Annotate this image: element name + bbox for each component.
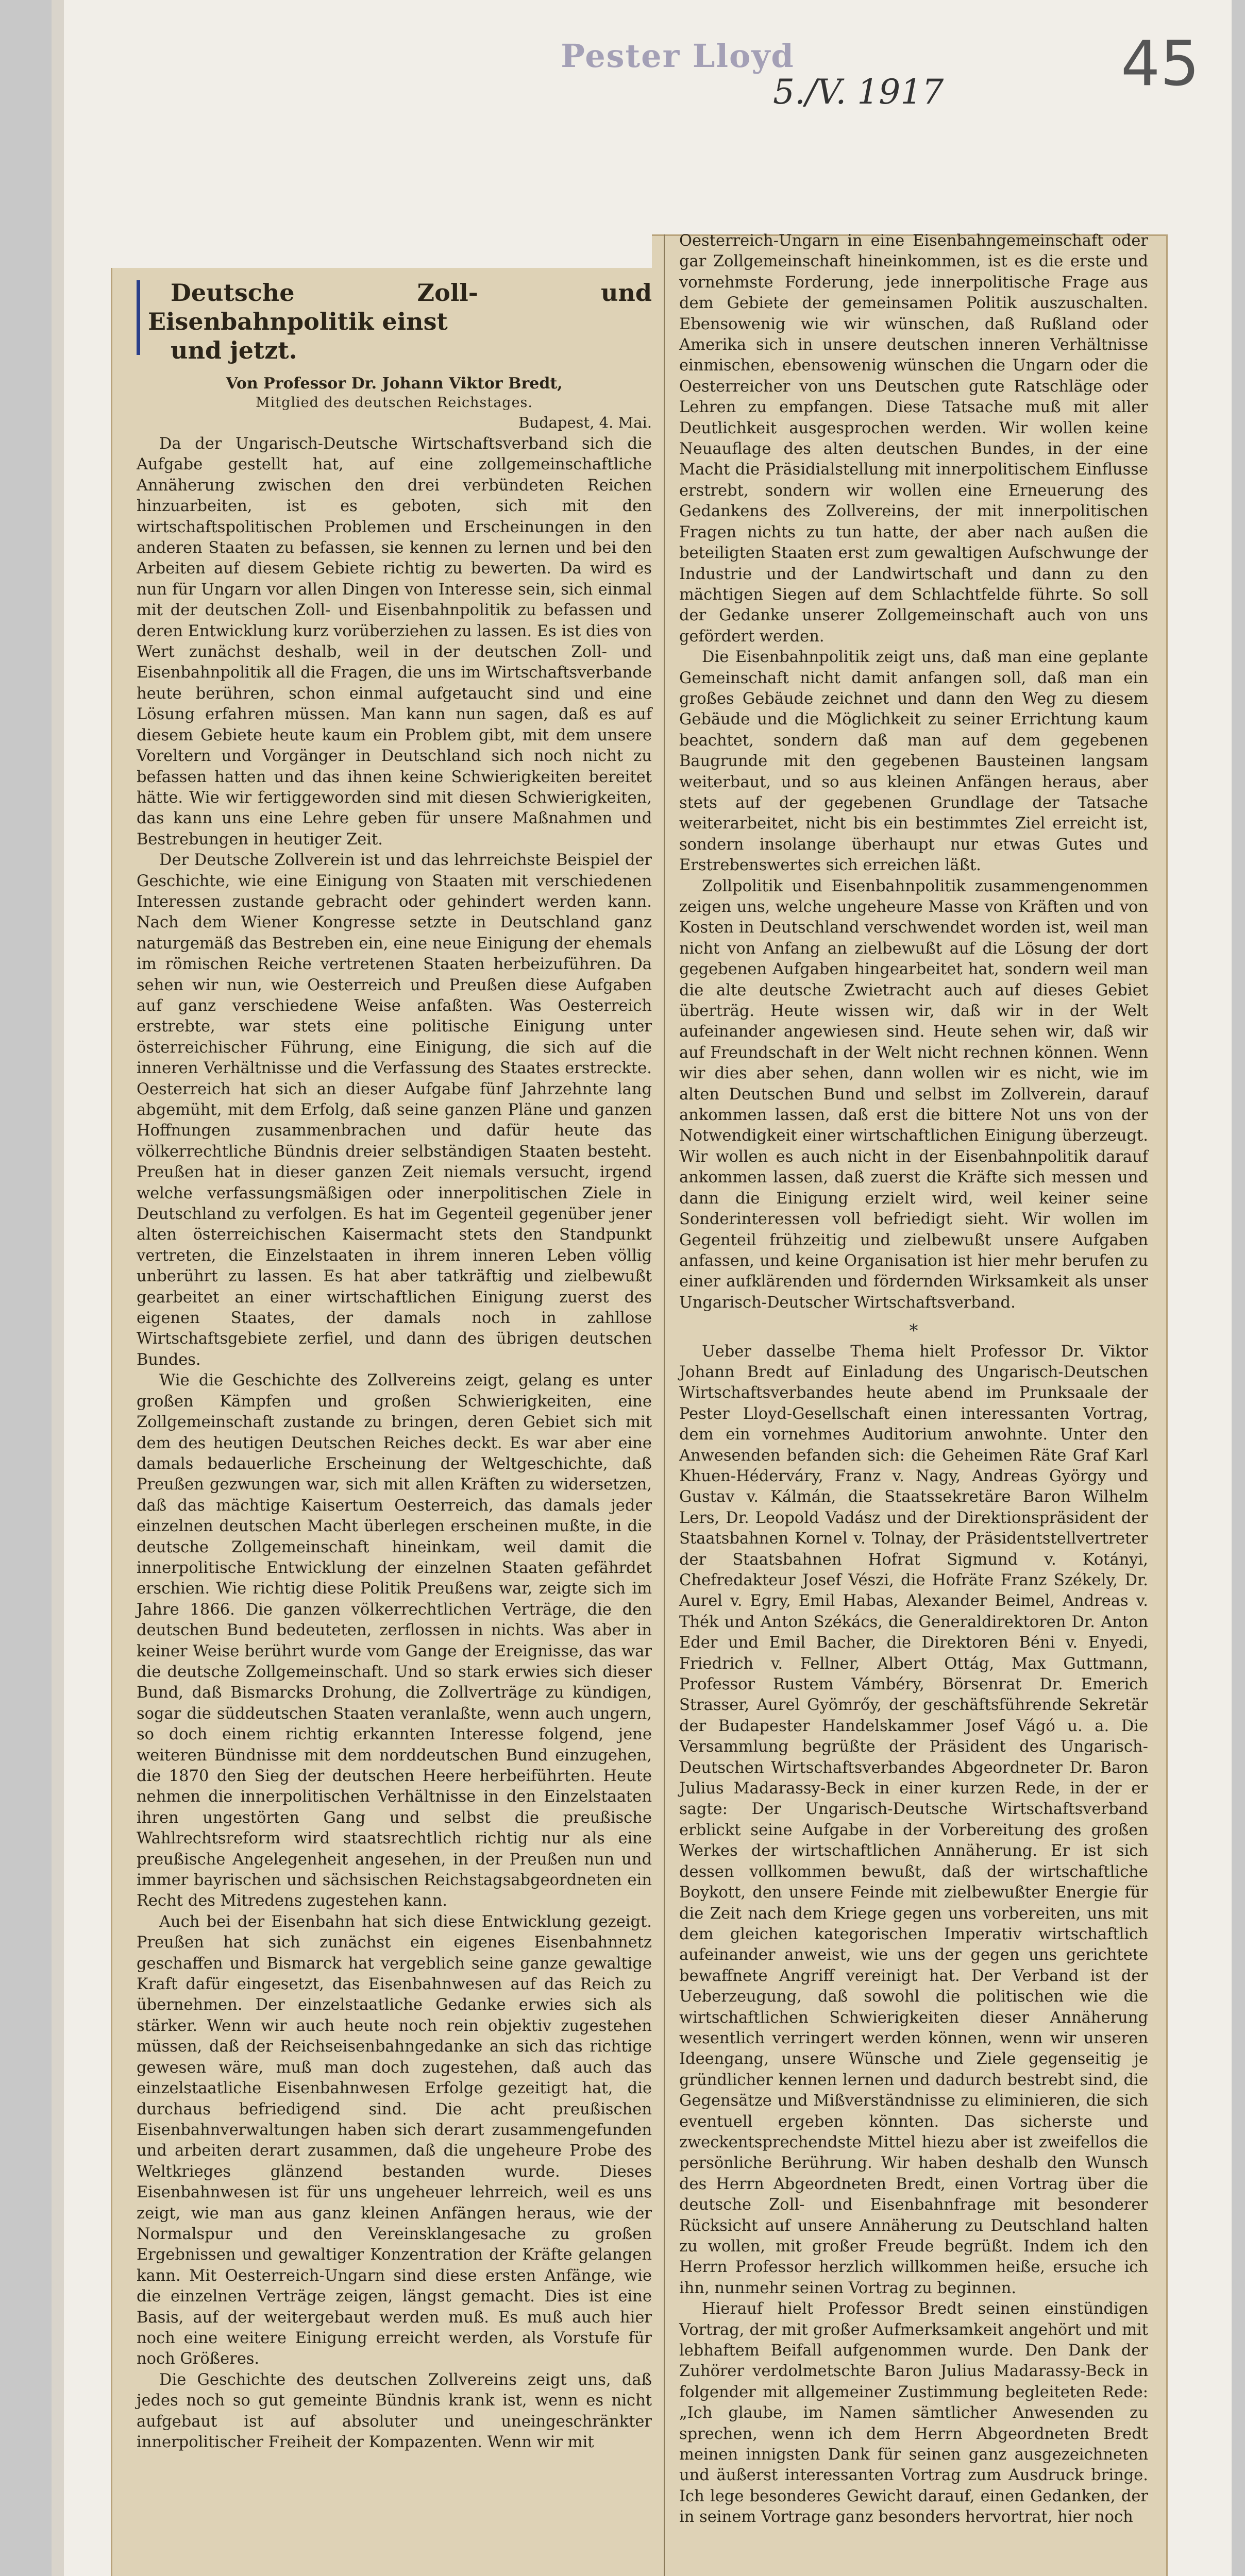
paragraph: Die Eisenbahnpolitik zeigt uns, daß man eine geplante Gemeinschaft nicht damit anfangen soll, daß man ein großes Gebäude zeichnet und dann den Weg zu diesem Gebäude und die Möglichkeit zu seiner Errichtung kaum beachtet, sondern daß man auf dem gegebenen Baugrunde mit den gegebenen Bausteinen langsam weiterbaut, und so aus kleinen Anfängen heraus, aber stets auf der gegebenen Grundlage der Tatsache weiterarbeitet, nicht bis ein bestimmtes Ziel erreicht ist, sondern insolange überhaupt nur etwas Gutes und Erstrebenswertes sich erreichen läßt. <box>679 648 1148 875</box>
author-role: Mitglied des deutschen Reichstages. <box>255 395 533 411</box>
headline-line-2: und jetzt. <box>171 336 297 364</box>
clipping-top-notch <box>106 227 652 268</box>
headline-marker <box>137 280 140 355</box>
paragraph: Oesterreich-Ungarn in eine Eisenbahngemeinschaft oder gar Zollgemeinschaft hineinkommen, ist es die erste und vornehmste Forderung, jede innerpolitische Frage aus dem Gebiete der gemeinsamen Politik auszuschalten. Ebensowenig wie wir wünschen, daß Rußland oder Amerika sich in unsere deutschen inneren Verhältnisse einmischen, ebensowenig wünschen die Ungarn oder die Oesterreicher von uns Deutschen gute Ratschläge oder Lehren zu empfangen. Diese Tatsache muß mit aller Deutlichkeit ausgesprochen werden. Wir wollen keine Neuauflage des alten deutschen Bundes, in der eine Macht die Präsidialstellung mit innerpolitischem Einflusse erstrebt, sondern wir wollen eine Erneuerung des Gedankens des Zollvereins, der mit innerpolitischen Fragen nichts zu tun hatte, der aber nach außen die beteiligten Staaten erst zum gewaltigen Aufschwunge der Industrie und der Landwirtschaft und dann zu den mächtigen Siegen auf dem Schlachtfelde führte. So soll der Gedanke unserer Zollgemeinschaft auch von uns gefördert werden. <box>679 232 1148 646</box>
paragraph: Der Deutsche Zollverein ist und das lehrreichste Beispiel der Geschichte, wie eine Einigung von Staaten mit verschiedenen Interessen zustande gebracht oder gehindert werden kann. Nach dem Wiener Kongresse setzte in Deutschland ganz naturgemäß das Bestreben ein, eine neue Einigung der ehemals im römischen Reiche vertretenen Staaten herbeizuführen. Da sehen wir nun, wie Oesterreich und Preußen diese Aufgaben auf ganz verschiedene Weise anfaßten. Was Oesterreich erstrebte, war stets eine politische Einigung unter österreichischer Führung, eine Einigung, die sich auf die inneren Verhältnisse und die Verfassung des Staates erstreckte. Oesterreich hat sich an dieser Aufgabe fünf Jahrzehnte lang abgemüht, mit dem Erfolg, daß seine ganzen Pläne und ganzen Hoffnungen zusammenbrachen und dafür heute das völkerrechtliche Bündnis dreier selbständigen Staaten besteht. Preußen hat in dieser ganzen Zeit niemals versucht, irgend welche verfassungsmäßigen oder innerpolitischen Ziele in Deutschland zu verfolgen. Es hat im Gegenteil gegenüber jener alten österreichischen Kaisermacht stets den Standpunkt vertreten, die Einzelstaaten in ihrem inneren Leben völlig unberührt zu lassen. Es hat aber tatkräftig und zielbewußt gearbeitet an einer wirtschaftlichen Einigung zuerst des eigenen Staates, der damals noch in zahllose Wirtschaftsgebiete zerfiel, und dann des übrigen deutschen Bundes. <box>137 851 652 1369</box>
section-separator-mark: * <box>909 1320 918 1342</box>
handwritten-date: 5./V. 1917 <box>773 72 944 112</box>
paragraph: Da der Ungarisch-Deutsche Wirtschaftsverband sich die Aufgabe gestellt hat, auf eine zollgemeinschaftliche Annäherung zwischen den drei verbündeten Reichen hinzuarbeiten, ist es geboten, sich mit den wirtschaftspolitischen Problemen und Erscheinungen in den anderen Staaten zu befassen, sie kennen zu lernen und bei den Arbeiten auf diesem Gebiete richtig zu bewerten. Da wird es nun für Ungarn vor allen Dingen von Interesse sein, sich einmal mit der deutschen Zoll- und Eisenbahnpolitik zu befassen und deren Entwicklung kurz vorüberziehen zu lassen. Es ist dies von Wert zunächst deshalb, weil in der deutschen Zoll- und Eisenbahnpolitik all die Fragen, die uns im Wirtschaftsverbande heute berühren, schon einmal aufgetaucht sind und eine Lösung erfahren müssen. Man kann nun sagen, daß es auf diesem Gebiete heute kaum ein Problem gibt, mit dem unsere Voreltern und Vorgänger in Deutschland sich noch nicht zu befassen hatten und das ihnen keine Schwierigkeiten bereitet hätte. Wie wir fertiggeworden sind mit diesen Schwierigkeiten, das kann uns eine Lehre geben für unsere Maßnahmen und Bestrebungen in heutiger Zeit. <box>137 435 652 849</box>
page-edge-shadow <box>52 0 64 2576</box>
dateline: Budapest, 4. Mai. <box>518 414 652 431</box>
paragraph: Wie die Geschichte des Zollvereins zeigt, gelang es unter großen Kämpfen und großen Schwierigkeiten, eine Zollgemeinschaft zustande zu bringen, deren Gebiet sich mit dem des heutigen Deutschen Reiches deckt. Es war aber eine damals bedauerliche Erscheinung der Weltgeschichte, daß Preußen gezwungen war, sich mit allen Kräften zu widersetzen, daß das mächtige Kaisertum Oesterreich, das damals jeder einzelnen deutschen Macht überlegen erscheinen mußte, in die deutsche Zollgemeinschaft hineinkam, weil damit die innerpolitische Entwicklung der einzelnen Staaten gefährdet erschien. Wie richtig diese Politik Preußens war, zeigte sich im Jahre 1866. Die ganzen völkerrechtlichen Verträge, die den deutschen Bund bedeuteten, zerflossen in nichts. Was aber in keiner Weise berührt wurde vom Gange der Ereignisse, das war die deutsche Zollgemeinschaft. Und so stark erwies sich dieser Bund, daß Bismarcks Drohung, die Zollverträge zu kündigen, sogar die süddeutschen Staaten veranlaßte, wenn auch ungern, so doch einem richtig erkannten Interesse folgend, jene weiteren Bündnisse mit dem norddeutschen Bund einzugehen, die 1870 den Sieg der deutschen Heere herbeiführten. Heute nehmen die innerpolitischen Verhältnisse in den Einzelstaaten ihren ungestörten Gang und selbst die preußische Wahlrechtsreform wird staatsrechtlich richtig nur als eine preußische Angelegenheit angesehen, in der Preußen nun und immer bayrischen und sächsischen Reichstagsabgeordneten ein Recht des Mitredens zugestehen kann. <box>137 1371 652 1910</box>
paragraph: Hierauf hielt Professor Bredt seinen einstündigen Vortrag, der mit großer Aufmerksamkeit angehört und mit lebhaftem Beifall aufgenommen wurde. Den Dank der Zuhörer verdolmetschte Baron Julius Madarassy-Beck in folgender mit allgemeiner Zustimmung begleiteten Rede: „Ich glaube, im Namen sämtlicher Anwesenden zu sprechen, wenn ich dem Herrn Abgeordneten Bredt meinen innigsten Dank für seinen ganz ausgezeichneten und äußerst interessanten Vortrag zum Ausdruck bringe. Ich lege besonderes Gewicht darauf, einen Gedanken, der in seinem Vortrage ganz besonders hervortrat, hier noch <box>679 2300 1148 2527</box>
paragraph: Ueber dasselbe Thema hielt Professor Dr. Viktor Johann Bredt auf Einladung des Ungarisch-Deutschen Wirtschaftsverbandes heute abend im Prunksaale der Pester Lloyd-Gesellschaft einen interessanten Vortrag, dem ein vornehmes Auditorium anwohnte. Unter den Anwesenden befanden sich: die Geheimen Räte Graf Karl Khuen-Héderváry, Franz v. Nagy, Andreas György und Gustav v. Kálmán, die Staatssekretäre Baron Wilhelm Lers, Dr. Leopold Vadász und der Direktionspräsident der Staatsbahnen Kornel v. Tolnay, der Präsidentstellvertreter der Staatsbahnen Hofrat Sigmund v. Kotányi, Chefredakteur Josef Vészi, die Hofräte Franz Székely, Dr. Aurel v. Egry, Emil Habas, Alexander Beimel, Andreas v. Thék und Anton Székács, die Generaldirektoren Dr. Anton Eder und Emil Bacher, die Direktoren Béni v. Enyedi, Friedrich v. Fellner, Albert Ottág, Max Guttmann, Professor Rustem Vámbéry, Börsenrat Dr. Emerich Strasser, Aurel Gyömrőy, der geschäftsführende Sekretär der Budapester Handelskammer Josef Vágó u. a. Die Versammlung begrüßte der Präsident des Ungarisch-Deutschen Wirtschaftsverbandes Abgeordneter Dr. Baron Julius Madarassy-Beck in einer kurzen Rede, in der er sagte: Der Ungarisch-Deutsche Wirtschaftsverband erblickt seine Aufgabe in der Vorbereitung des großen Werkes der wirtschaftlichen Annäherung. Er ist sich dessen vollkommen bewußt, daß der wirtschaftliche Boykott, den unsere Feinde mit zielbewußter Energie für die Zeit nach dem Kriege gegen uns vorbereiten, uns mit dem gleichen kategorischen Imperativ wirtschaftlich aufeinander anweist, wie uns der gegen uns gerichtete bewaffnete Angriff vereinigt hat. Der Verband ist der Ueberzeugung, daß sowohl die politischen wie die wirtschaftlichen Schwierigkeiten dieser Annäherung wesentlich verringert werden können, wenn wir unseren Ideengang, unsere Wünsche und Ziele gegenseitig je gründlicher kennen lernen und dadurch bestrebt sind, die Gegensätze und Mißverständnisse zu eliminieren, die sich eventuell ergeben könnten. Das sicherste und zweckentsprechendste Mittel hiezu aber ist zweifellos die persönliche Berührung. Wir haben deshalb den Wunsch des Herrn Abgeordneten Bredt, einen Vortrag über die deutsche Zoll- und Eisenbahnfrage mit besonderer Rücksicht auf unsere Annäherung zu Deutschland halten zu wollen, mit großer Freude begrüßt. Indem ich den Herrn Professor herzlich willkommen heiße, ersuche ich ihn, nunmehr seinen Vortrag zu beginnen. <box>679 1342 1148 2297</box>
paragraph: Zollpolitik und Eisenbahnpolitik zusammengenommen zeigen uns, welche ungeheure Masse von Kräften und von Kosten in Deutschland verschwendet worden ist, weil man nicht von Anfang an zielbewußt auf die Lösung der dort gegebenen Aufgaben hingearbeitet hat, sondern weil man die alte deutsche Zwietracht auch auf dieses Gebiet überträg. Heute wissen wir, daß wir in der Welt aufeinander angewiesen sind. Heute sehen wir, daß wir auf Freundschaft in der Welt nicht rechnen können. Wenn wir dies aber sehen, dann wollen wir es nicht, wie im alten Deutschen Bund und selbst im Zollverein, darauf ankommen lassen, daß erst die bittere Not uns von der Notwendigkeit einer wirtschaftlichen Einigung überzeugt. Wir wollen es auch nicht in der Eisenbahnpolitik darauf ankommen lassen, daß zuerst die Kräfte sich messen und dann die Einigung erzielt wird, weil keiner seine Sonderinteressen voll befriedigt sieht. Wir wollen im Gegenteil frühzeitig und zielbewußt unsere Aufgaben anfassen, und keine Organisation ist hier mehr berufen zu einer aufklärenden und fördernden Wirksamkeit als unser Ungarisch-Deutscher Wirtschaftsverband. <box>679 877 1148 1312</box>
article-right-column <box>679 231 1148 2528</box>
article-left-column <box>137 278 652 2453</box>
newspaper-stamp: Pester Lloyd <box>561 37 795 75</box>
paragraph: Die Geschichte des deutschen Zollvereins zeigt uns, daß jedes noch so gut gemeinte Bündnis krank ist, wenn es nicht aufgebaut ist auf absoluter und uneingeschränkter innerpolitischer Freiheit der Kompazenten. Wenn wir mit <box>137 2370 652 2451</box>
handwritten-number: 45 <box>1121 28 1200 100</box>
author-byline: Von Professor Dr. Johann Viktor Bredt, <box>226 375 563 393</box>
section-gap <box>679 1313 1148 1320</box>
paragraph: Auch bei der Eisenbahn hat sich diese Entwicklung gezeigt. Preußen hat sich zunächst ein eigenes Eisenbahnnetz geschaffen und Bismarck hat vergeblich seine ganze gewaltige Kraft dafür eingesetzt, das Eisenbahnwesen auf das Reich zu übernehmen. Der einzelstaatliche Gedanke erwies sich als stärker. Wenn wir auch heute noch rein objektiv zugestehen müssen, daß der Reichseisenbahngedanke an sich das richtige gewesen wäre, muß man doch zugestehen, daß auch das einzelstaatliche Eisenbahnwesen Erfolge gezeitigt hat, die durchaus befriedigend sind. Die acht preußischen Eisenbahnverwaltungen haben sich derart zusammengefunden und arbeiten derart zusammen, daß die ungeheure Probe des Weltkrieges glänzend bestanden wurde. Dieses Eisenbahnwesen ist für uns ungeheuer lehrreich, weil es uns zeigt, wie man aus ganz kleinen Anfängen heraus, wie der Normalspur und den Vereinsklangesache zu großen Ergebnissen und gewaltiger Konzentration der Kräfte gelangen kann. Mit Oesterreich-Ungarn sind diese ersten Anfänge, wie die einzelnen Verträge zeigen, längst gemacht. Dies ist eine Basis, auf der weitergebaut werden muß. Es muß auch hier noch eine weitere Einigung erreicht werden, als Vorstufe für noch Größeres. <box>137 1912 652 2368</box>
article-headline <box>137 278 652 365</box>
column-divider <box>664 234 665 2576</box>
headline-line-1: Deutsche Zoll- und Eisenbahnpolitik einst <box>148 279 652 335</box>
